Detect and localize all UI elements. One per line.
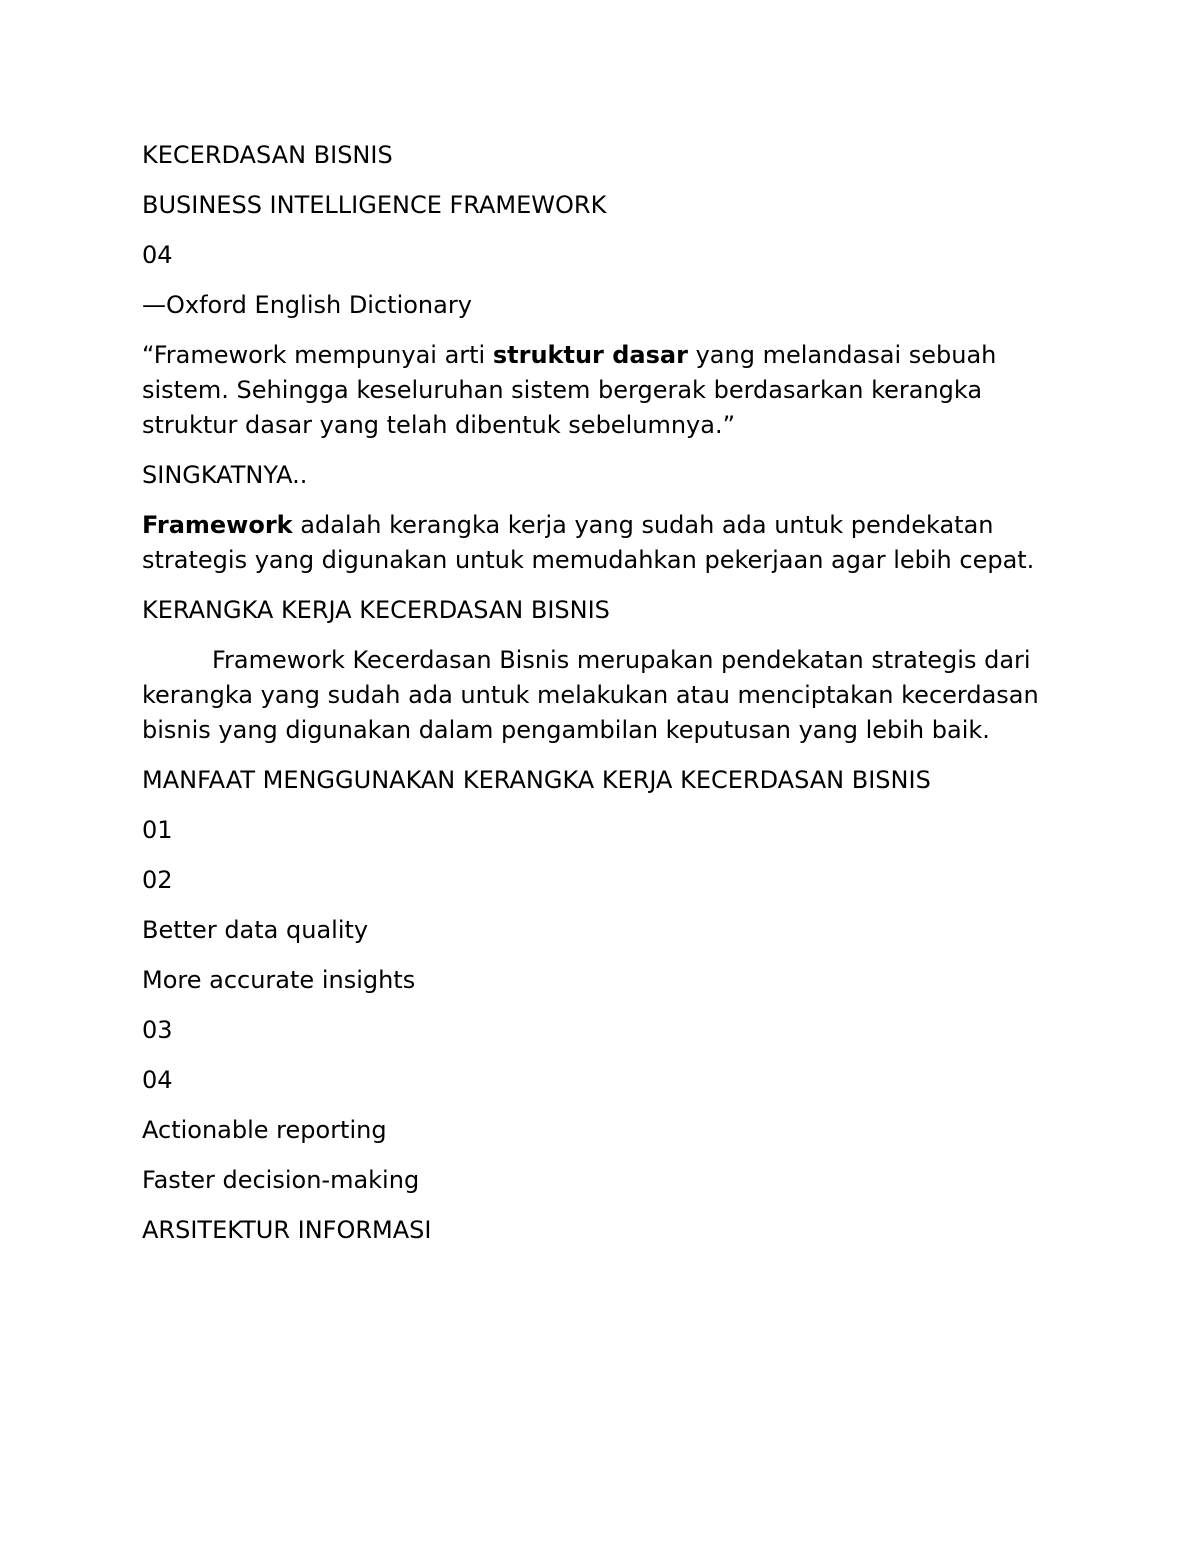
quote-bold-term: struktur dasar <box>492 341 688 369</box>
quote-text-end: yang melandasai sebuah sistem. Sehingga keseluruhan sistem bergerak berdasarkan kerangka struktur dasar yang telah dibentuk sebelumnya.” <box>142 341 997 439</box>
definition-paragraph <box>142 508 1072 578</box>
benefit-line: More accurate insights <box>142 966 416 994</box>
benefits-heading: MANFAAT MENGGUNAKAN KERANGKA KERJA KECERDASAN BISNIS <box>142 766 931 794</box>
attribution-line: —Oxford English Dictionary <box>142 291 472 319</box>
definition-text: adalah kerangka kerja yang sudah ada untuk pendekatan strategis yang digunakan untuk memudahkan pekerjaan agar lebih cepat. <box>142 511 1035 574</box>
definition-bold-term: Framework <box>142 511 293 539</box>
document-page <box>142 138 1072 1263</box>
benefit-line: 04 <box>142 1066 173 1094</box>
benefit-line: Better data quality <box>142 916 369 944</box>
benefit-line: Actionable reporting <box>142 1116 387 1144</box>
framework-heading: KERANGKA KERJA KECERDASAN BISNIS <box>142 596 610 624</box>
quote-text-start: “Framework mempunyai arti <box>142 341 493 369</box>
benefit-line: 03 <box>142 1016 173 1044</box>
document-subtitle: BUSINESS INTELLIGENCE FRAMEWORK <box>142 191 607 219</box>
summary-heading: SINGKATNYA.. <box>142 461 308 489</box>
framework-paragraph: Framework Kecerdasan Bisnis merupakan pendekatan strategis dari kerangka yang sudah ada untuk melakukan atau menciptakan kecerdasan bisnis yang digunakan dalam pengambilan keputusan yang lebih baik. <box>142 646 1039 744</box>
document-title: KECERDASAN BISNIS <box>142 141 393 169</box>
benefit-line: 01 <box>142 816 173 844</box>
quote-paragraph <box>142 338 1072 443</box>
benefit-line: 02 <box>142 866 173 894</box>
architecture-heading: ARSITEKTUR INFORMASI <box>142 1216 432 1244</box>
section-number: 04 <box>142 241 173 269</box>
benefit-line: Faster decision-making <box>142 1166 420 1194</box>
